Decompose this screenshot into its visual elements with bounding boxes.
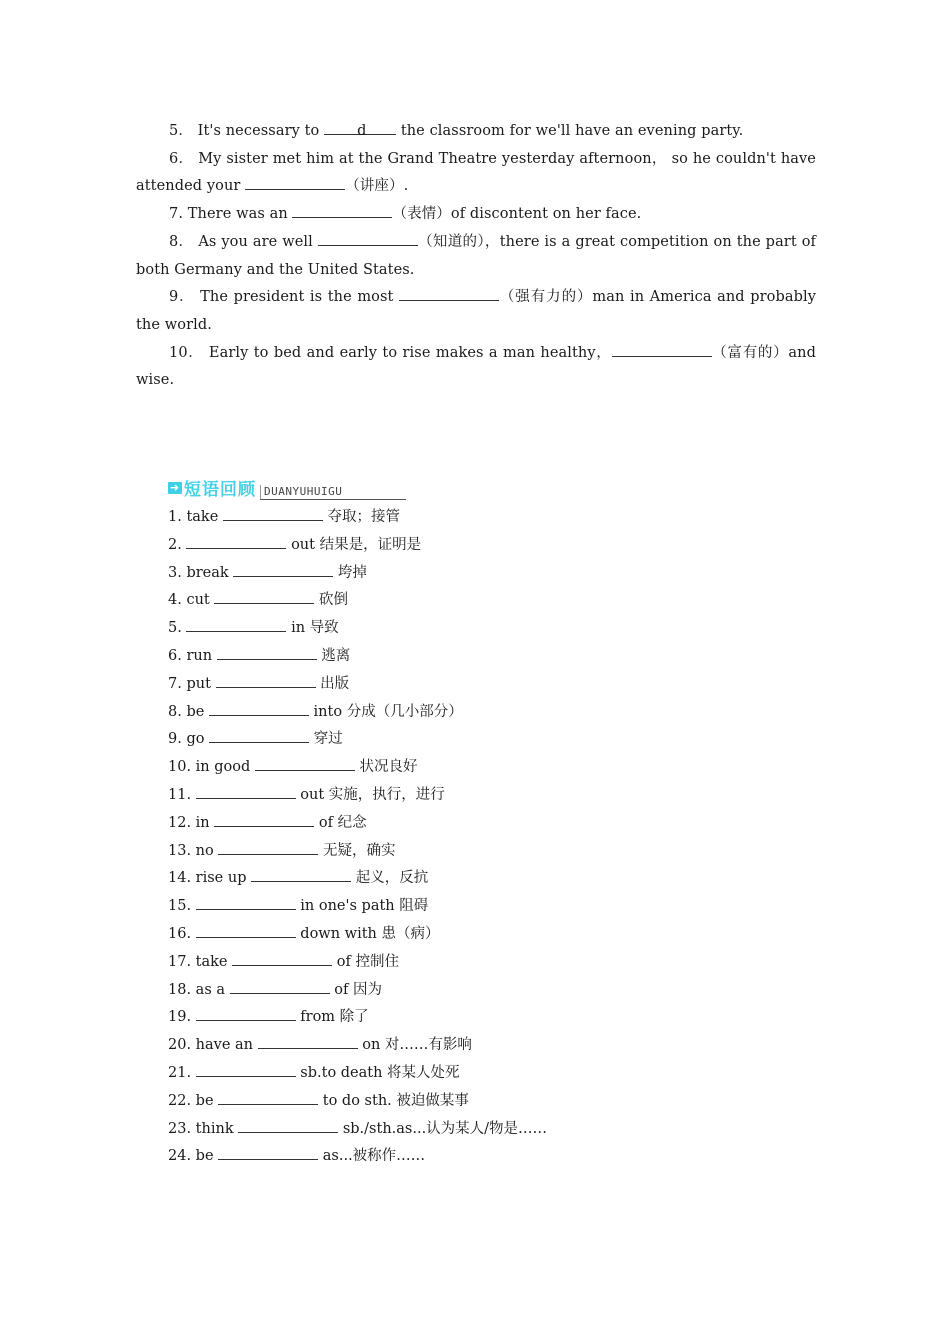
phrase-number: 7. [168, 675, 182, 692]
phrase-text-after: 垮掉 [337, 564, 367, 581]
answer-blank[interactable] [216, 671, 316, 688]
phrase-review-list [168, 504, 547, 1171]
answer-blank[interactable] [186, 615, 286, 632]
phrase-item [168, 726, 547, 754]
phrase-text-before: go [186, 731, 205, 748]
phrase-text-after: 穿过 [313, 731, 343, 748]
sentence-number: 5． [169, 123, 193, 139]
answer-blank[interactable] [399, 284, 499, 301]
phrase-text-before: be [195, 1092, 214, 1109]
phrase-text-after: to do sth. 被迫做某事 [322, 1092, 469, 1109]
phrase-number: 24. [168, 1148, 192, 1165]
answer-blank[interactable] [223, 504, 323, 521]
phrase-item [168, 1032, 547, 1060]
answer-blank[interactable] [196, 921, 296, 938]
section-title-cn: ➜ 短语回顾 [169, 480, 256, 500]
answer-blank[interactable] [255, 754, 355, 771]
answer-blank[interactable] [292, 201, 392, 218]
phrase-number: 10. [168, 759, 192, 776]
phrase-text-after: in 导致 [291, 620, 339, 637]
answer-blank[interactable] [218, 1088, 318, 1105]
phrase-text-before: be [186, 703, 205, 720]
answer-blank[interactable] [196, 1004, 296, 1021]
phrase-number: 4. [168, 592, 182, 609]
phrase-item [168, 643, 547, 671]
phrase-text-after: out 实施，执行，进行 [300, 786, 445, 803]
sentence-text-after: the classroom for we'll have an evening party. [396, 123, 744, 139]
phrase-text-before: cut [186, 592, 210, 609]
answer-blank[interactable] [209, 726, 309, 743]
sentence-number: 10． [169, 344, 204, 361]
section-title-en: DUANYUHUIGU [260, 485, 406, 500]
phrase-number: 17. [168, 953, 192, 970]
phrase-text-after: into 分成（几小部分） [313, 703, 463, 720]
sentence-completion-section [136, 118, 816, 395]
sentence-number: 9． [169, 289, 195, 306]
answer-blank[interactable] [196, 1060, 296, 1077]
phrase-number: 14. [168, 870, 192, 887]
phrase-number: 13. [168, 842, 192, 859]
phrase-text-after: out 结果是，证明是 [291, 536, 422, 553]
answer-blank[interactable] [218, 838, 318, 855]
phrase-item [168, 893, 547, 921]
arrow-right-icon: ➜ [169, 480, 181, 494]
phrase-number: 1. [168, 509, 182, 525]
answer-blank[interactable] [196, 782, 296, 799]
phrase-text-after: of 控制住 [336, 953, 399, 970]
phrase-text-after: in one's path 阻碍 [300, 898, 429, 915]
phrase-item [168, 1143, 547, 1171]
answer-blank[interactable] [258, 1032, 358, 1049]
phrase-number: 20. [168, 1037, 192, 1054]
phrase-text-after: on 对……有影响 [362, 1037, 472, 1054]
phrase-number: 15. [168, 898, 192, 915]
phrase-text-before: think [195, 1120, 234, 1137]
answer-blank[interactable] [251, 865, 351, 882]
phrase-number: 5. [168, 620, 182, 637]
phrase-item [168, 838, 547, 866]
phrase-number: 6. [168, 647, 182, 664]
sentence-text-after: （知道的），there is a great competition on the part of both Germany and the United States. [136, 233, 816, 278]
sentence-text-after: （富有的）and wise. [136, 344, 816, 389]
phrase-text-before: in good [195, 759, 251, 776]
phrase-item [168, 921, 547, 949]
phrase-text-after: of 因为 [334, 981, 382, 998]
phrase-text-after: from 除了 [300, 1009, 369, 1026]
sentence-text-before: As you are well [198, 233, 318, 250]
answer-blank[interactable] [245, 173, 345, 190]
phrase-item [168, 1060, 547, 1088]
phrase-item [168, 587, 547, 615]
phrase-item [168, 560, 547, 588]
sentence-item [136, 118, 816, 146]
phrase-text-after: 状况良好 [359, 759, 418, 776]
sentence-text-before: It's necessary to [197, 123, 325, 139]
phrase-number: 16. [168, 925, 192, 942]
phrase-text-after: 起义，反抗 [355, 870, 429, 887]
sentence-number: 8． [169, 233, 194, 250]
blank-hint-letter: d [357, 123, 367, 139]
sentence-number: 6． [169, 150, 194, 167]
phrase-item [168, 754, 547, 782]
phrase-text-after: sb.to death 将某人处死 [300, 1064, 460, 1081]
phrase-text-before: run [186, 647, 213, 664]
phrase-text-after: as...被称作…… [322, 1148, 426, 1165]
section-heading [168, 478, 406, 500]
phrase-item [168, 949, 547, 977]
sentence-text-before: Early to bed and early to rise makes a man healthy， [208, 344, 612, 361]
sentence-item [136, 229, 816, 284]
phrase-text-after: 逃离 [321, 647, 351, 664]
phrase-number: 21. [168, 1064, 192, 1081]
sentence-text-after: （强有力的）man in America and probably the world. [136, 289, 816, 333]
phrase-text-after: 出版 [320, 675, 350, 692]
phrase-number: 9. [168, 731, 182, 748]
phrase-text-after: down with 患（病） [300, 925, 440, 942]
sentence-item [136, 284, 816, 339]
answer-blank[interactable] [186, 532, 286, 549]
phrase-item [168, 1004, 547, 1032]
sentence-item [136, 201, 816, 229]
answer-blank[interactable] [209, 699, 309, 716]
phrase-text-after: of 纪念 [318, 814, 367, 831]
phrase-text-after: 无疑，确实 [322, 842, 396, 859]
phrase-number: 12. [168, 814, 192, 831]
answer-blank[interactable] [196, 893, 296, 910]
phrase-text-before: take [186, 509, 219, 525]
phrase-number: 3. [168, 564, 182, 581]
phrase-item [168, 1088, 547, 1116]
phrase-text-before: be [195, 1148, 214, 1165]
answer-blank[interactable] [214, 810, 314, 827]
phrase-number: 18. [168, 981, 192, 998]
sentence-text-after: （讲座）. [345, 178, 409, 195]
phrase-item [168, 615, 547, 643]
phrase-text-after: 夺取；接管 [327, 509, 401, 525]
sentence-number: 7. [169, 206, 184, 223]
answer-blank[interactable] [217, 643, 317, 660]
phrase-text-before: put [186, 675, 211, 692]
phrase-text-before: as a [195, 981, 226, 998]
answer-blank[interactable] [233, 560, 333, 577]
phrase-text-before: in [195, 814, 210, 831]
phrase-text-after: sb./sth.as...认为某人/物是…… [342, 1120, 548, 1137]
phrase-text-before: take [195, 953, 228, 970]
answer-blank[interactable] [232, 949, 332, 966]
answer-blank[interactable] [318, 229, 418, 246]
phrase-number: 8. [168, 703, 182, 720]
phrase-number: 23. [168, 1120, 192, 1137]
phrase-text-before: break [186, 564, 229, 581]
phrase-number: 22. [168, 1092, 192, 1109]
sentence-item [136, 146, 816, 201]
phrase-text-before: no [195, 842, 214, 859]
sentence-text-before: My sister met him at the Grand Theatre yesterday afternoon， so he couldn't have attended your [136, 150, 816, 195]
phrase-item [168, 699, 547, 727]
phrase-item [168, 810, 547, 838]
sentence-item [136, 340, 816, 395]
phrase-text-before: rise up [195, 870, 247, 887]
sentence-text-before: The president is the most [200, 289, 400, 306]
phrase-item [168, 865, 547, 893]
answer-blank[interactable] [238, 1116, 338, 1133]
answer-blank[interactable] [612, 340, 712, 357]
sentence-text-after: （表情）of discontent on her face. [392, 206, 642, 223]
answer-blank[interactable] [324, 118, 396, 139]
answer-blank[interactable] [218, 1143, 318, 1160]
phrase-item [168, 532, 547, 560]
phrase-number: 11. [168, 786, 192, 803]
answer-blank[interactable] [214, 587, 314, 604]
phrase-item [168, 671, 547, 699]
answer-blank[interactable] [230, 977, 330, 994]
phrase-item [168, 977, 547, 1005]
phrase-text-after: 砍倒 [318, 592, 348, 609]
sentence-text-before: There was an [187, 206, 293, 223]
phrase-text-before: have an [195, 1037, 254, 1054]
phrase-number: 19. [168, 1009, 192, 1026]
phrase-item [168, 1116, 547, 1144]
phrase-item [168, 504, 547, 532]
phrase-number: 2. [168, 536, 182, 553]
phrase-item [168, 782, 547, 810]
